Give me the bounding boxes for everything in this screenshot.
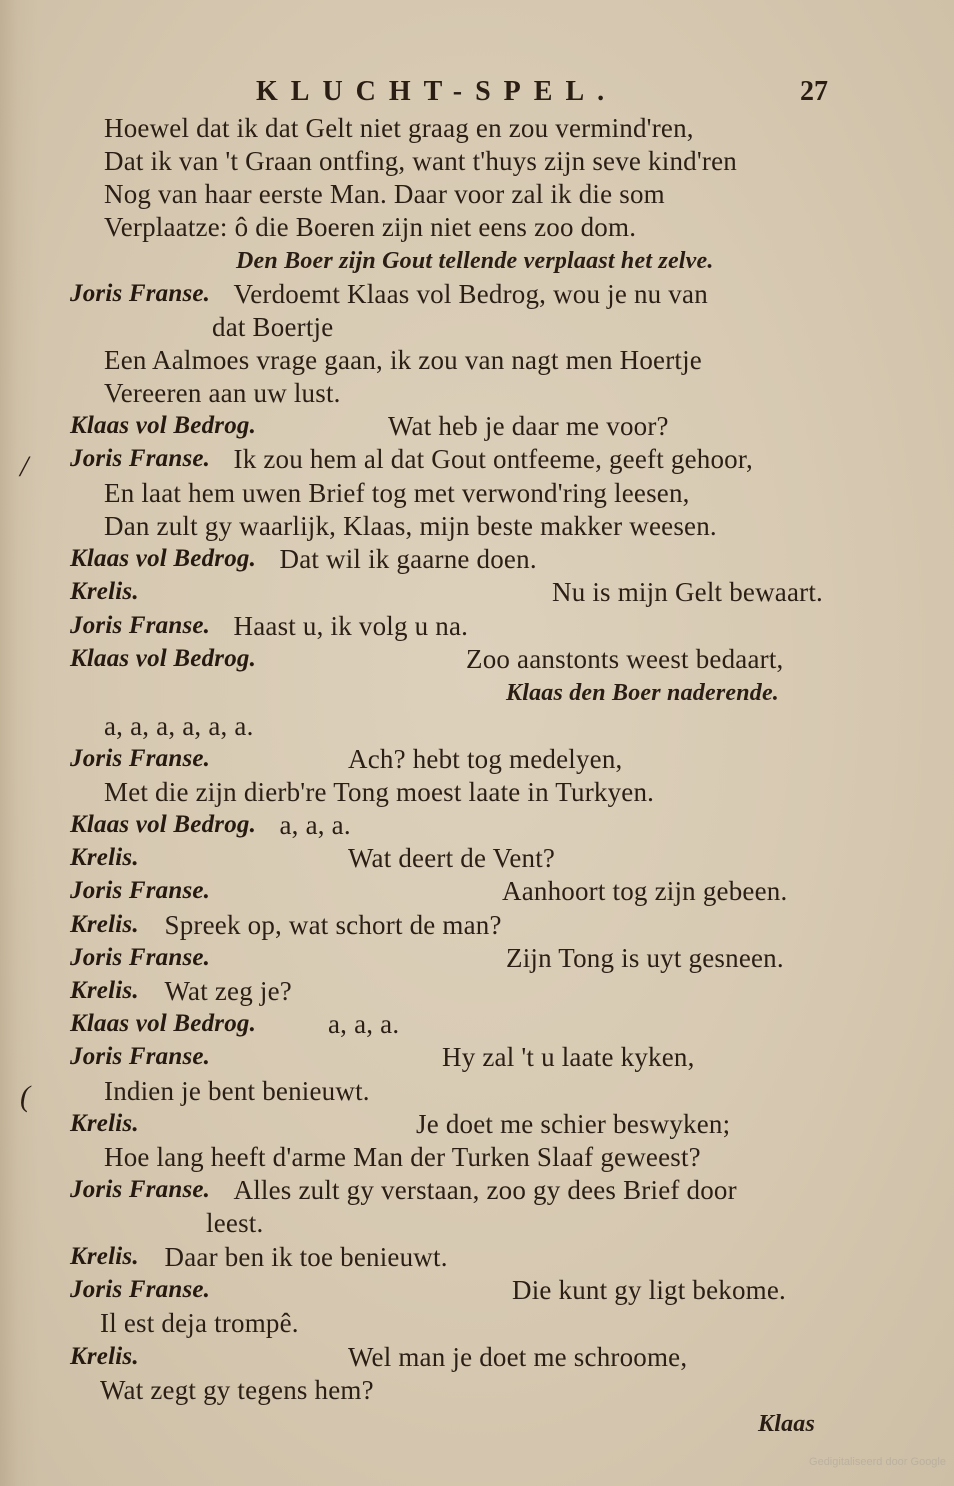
verse-line: Verdoemt Klaas vol Bedrog, wou je nu van xyxy=(233,279,708,309)
speaker-name: Joris Franse. xyxy=(70,612,211,639)
speaker-name: Joris Franse. xyxy=(70,280,211,307)
verse-line: Een Aalmoes vrage gaan, ik zou van nagt men Hoertje xyxy=(104,345,702,375)
verse-line: Daar ben ik toe benieuwt. xyxy=(164,1242,448,1272)
verse-line: Alles zult gy verstaan, zoo gy dees Brief door xyxy=(233,1175,737,1205)
verse-line: a, a, a. xyxy=(328,1009,400,1039)
verse-line: Hoewel dat ik dat Gelt niet graag en zou vermind'ren, xyxy=(104,113,694,143)
verse-line: Dat wil ik gaarne doen. xyxy=(279,544,537,574)
verse-line: Indien je bent benieuwt. xyxy=(104,1076,370,1106)
speaker-name: Joris Franse. xyxy=(70,745,211,772)
verse-line: Dan zult gy waarlijk, Klaas, mijn beste makker weesen. xyxy=(104,511,717,541)
speaker-name: Joris Franse. xyxy=(70,445,211,472)
verse-line: En laat hem uwen Brief tog met verwond'ring leesen, xyxy=(104,478,690,508)
running-header: KLUCHT-SPEL. xyxy=(256,76,618,107)
speaker-name: Krelis. xyxy=(70,578,139,605)
verse-line: Verplaatze: ô die Boeren zijn niet eens zoo dom. xyxy=(104,212,637,242)
speaker-name: Joris Franse. xyxy=(70,1043,211,1070)
speaker-name: Joris Franse. xyxy=(70,944,211,971)
verse-line: Vereeren aan uw lust. xyxy=(104,378,341,408)
speaker-name: Klaas vol Bedrog. xyxy=(70,1010,257,1037)
verse-line: Hy zal 't u laate kyken, xyxy=(442,1042,695,1072)
speaker-name: Joris Franse. xyxy=(70,1276,211,1303)
verse-line: Wel man je doet me schroome, xyxy=(348,1342,688,1372)
speaker-name: Krelis. xyxy=(70,1343,139,1370)
verse-line: a, a, a. xyxy=(279,810,351,840)
stage-direction: Den Boer zijn Gout tellende verplaast het zelve. xyxy=(236,248,714,274)
verse-line: Dat ik van 't Graan ontfing, want t'huys zijn seve kind'ren xyxy=(104,146,737,176)
verse-line: a, a, a, a, a, a. xyxy=(104,711,254,741)
speaker-name: Klaas vol Bedrog. xyxy=(70,412,257,439)
catchword: Klaas xyxy=(758,1411,816,1437)
margin-mark-slash: / xyxy=(20,450,29,483)
verse-line: Nu is mijn Gelt bewaart. xyxy=(552,577,823,607)
speaker-name: Krelis. xyxy=(70,1110,139,1137)
speaker-name: Krelis. xyxy=(70,977,139,1004)
verse-line: Wat deert de Vent? xyxy=(348,843,556,873)
verse-line: Zoo aanstonts weest bedaart, xyxy=(466,644,784,674)
verse-line: Wat zeg je? xyxy=(164,976,292,1006)
margin-mark-paren: ( xyxy=(20,1080,30,1113)
verse-line: Zijn Tong is uyt gesneen. xyxy=(506,943,784,973)
speaker-name: Klaas vol Bedrog. xyxy=(70,545,257,572)
stage-direction: Klaas den Boer naderende. xyxy=(506,680,780,706)
verse-line: Haast u, ik volg u na. xyxy=(233,611,469,641)
verse-line: Hoe lang heeft d'arme Man der Turken Slaaf geweest? xyxy=(104,1142,701,1172)
digitization-watermark: Gedigitaliseerd door Google xyxy=(809,1456,946,1468)
speaker-name: Klaas vol Bedrog. xyxy=(70,811,257,838)
verse-line: Il est deja trompê. xyxy=(100,1308,299,1338)
verse-line: Wat heb je daar me voor? xyxy=(388,411,669,441)
speaker-name: Joris Franse. xyxy=(70,1176,211,1203)
page-number: 27 xyxy=(800,76,828,107)
speaker-name: Joris Franse. xyxy=(70,877,211,904)
verse-line: Je doet me schier beswyken; xyxy=(416,1109,731,1139)
speaker-name: Krelis. xyxy=(70,1243,139,1270)
verse-line: Wat zegt gy tegens hem? xyxy=(100,1375,374,1405)
speaker-name: Klaas vol Bedrog. xyxy=(70,645,257,672)
verse-line: Met die zijn dierb're Tong moest laate in Turkyen. xyxy=(104,777,655,807)
speaker-name: Krelis. xyxy=(70,844,139,871)
verse-line: Ik zou hem al dat Gout ontfeeme, geeft gehoor, xyxy=(233,444,753,474)
verse-line: leest. xyxy=(206,1208,264,1238)
verse-line: Spreek op, wat schort de man? xyxy=(164,910,502,940)
verse-line: Nog van haar eerste Man. Daar voor zal ik die som xyxy=(104,179,665,209)
verse-line: Aanhoort tog zijn gebeen. xyxy=(502,876,788,906)
verse-line: Die kunt gy ligt bekome. xyxy=(512,1275,787,1305)
speaker-name: Krelis. xyxy=(70,911,139,938)
verse-line: Ach? hebt tog medelyen, xyxy=(348,744,623,774)
verse-line: dat Boertje xyxy=(212,312,334,342)
